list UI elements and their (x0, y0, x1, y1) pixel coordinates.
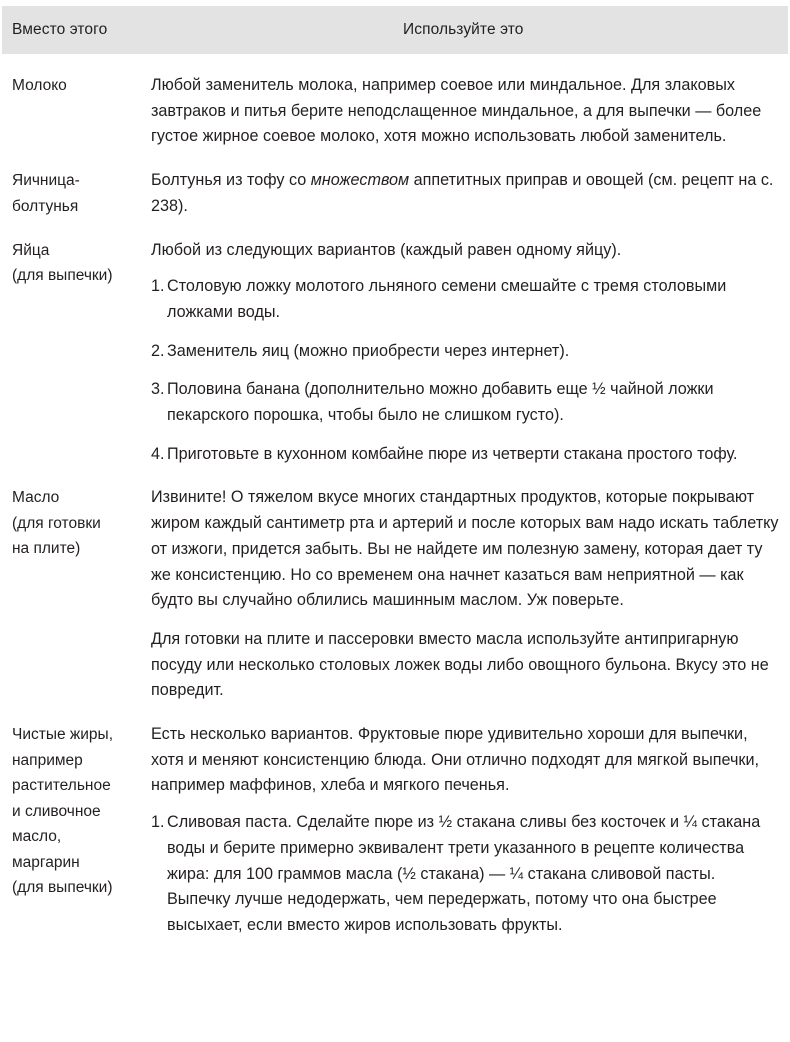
list-item (151, 442, 782, 468)
row-label-oil-stovetop (0, 485, 151, 562)
row-label-line: Яйца (12, 241, 50, 259)
row-label-scrambled-eggs (0, 168, 151, 219)
row-label-line: и сливочное (12, 802, 101, 820)
paragraph: Любой заменитель молока, например соевое или миндальное. Для злаковых завтраков и питья берите неподслащенное миндальное, а для выпечки — более густое жирное соевое молоко, хотя можно использовать любой заменитель. (151, 76, 762, 146)
row-content-pure-fats (151, 722, 790, 939)
row-label-pure-fats (0, 722, 151, 901)
paragraph (151, 168, 782, 219)
row-label-line: Яичница- (12, 172, 80, 190)
row-label-line: (для готовки (12, 514, 101, 532)
paragraph: Для готовки на плите и пассеровки вместо масла используйте антипригарную посуду или несколько столовых ложек воды либо овощного бульона. Вкусу это не повредит. (151, 629, 769, 700)
row-label-line: маргарин (12, 853, 80, 871)
row-label-line: Молоко (12, 77, 67, 94)
substitution-table-page (0, 6, 790, 1042)
row-label-line: болтунья (12, 197, 79, 215)
list-item-number: 1. (151, 813, 165, 832)
list-item (151, 377, 782, 428)
row-content-oil-stovetop (151, 485, 790, 704)
list-item-text: Сливовая паста. Сделайте пюре из ½ стакана сливы без косточек и ¼ стакана воды и берите примерно эквивалент трети указанного в рецепте количества жира: для 100 граммов масла (½ стакана) — ¼ стакана сливовой пасты. Выпечку лучше недодержать, чем передержать, потому что она быстрее высыхает, если вместо жиров использовать фрукты. (167, 813, 761, 934)
column-header-use: Используйте это (403, 21, 524, 38)
list-item-text: Заменитель яиц (можно приобрести через интернет). (167, 341, 570, 360)
list-item-number: 2. (151, 341, 165, 360)
row-label-line: на плите) (12, 540, 81, 558)
table-row (0, 476, 790, 713)
list-item-number: 4. (151, 444, 165, 463)
list-item (151, 274, 782, 325)
list-item (151, 810, 782, 939)
row-content-milk (151, 73, 790, 150)
list-item-number: 3. (151, 380, 165, 399)
list-item-text: Столовую ложку молотого льняного семени смешайте с тремя столовыми ложками воды. (167, 277, 727, 321)
paragraph-intro: Любой из следующих вариантов (каждый равен одному яйцу). (151, 240, 622, 259)
row-label-line: растительное (12, 777, 111, 795)
column-header-instead: Вместо этого (12, 21, 108, 38)
numbered-list (151, 274, 782, 467)
row-label-line: масло, (12, 828, 62, 846)
table-row (0, 159, 790, 228)
row-label-line: (для выпечки) (12, 879, 113, 897)
paragraph: Извините! О тяжелом вкусе многих стандартных продуктов, которые покрывают жиром каждый сантиметр рта и артерий и после которых вам надо искать таблетку от изжоги, придется забыть. Вы не найдете им полезную замену, которая дает ту же консистенцию. Но со временем она начнет казаться вам неприятной — как будто вы случайно облились машинным маслом. Уж поверьте. (151, 488, 779, 610)
text-segment: Болтунья из тофу со (151, 171, 311, 190)
list-item-number: 1. (151, 277, 165, 296)
table-row (0, 229, 790, 477)
row-label-milk (0, 73, 151, 99)
list-item-text: Половина банана (дополнительно можно добавить еще ½ чайной ложки пекарского порошка, чтобы было не слишком густо). (167, 380, 714, 425)
row-content-scrambled-eggs (151, 168, 790, 219)
table-row (0, 713, 790, 948)
row-label-line: Масло (12, 489, 60, 507)
table-body (0, 54, 790, 948)
table-row (0, 64, 790, 159)
row-label-eggs-baking (0, 238, 151, 289)
row-label-line: (для выпечки) (12, 267, 113, 285)
table-header-row (2, 6, 788, 54)
paragraph-intro: Есть несколько вариантов. Фруктовые пюре удивительно хороши для выпечки, хотя и меняют консистенцию блюда. Они отлично подходят для мягкой выпечки, например маффинов, хлеба и мягкого печенья. (151, 725, 760, 795)
numbered-list (151, 810, 782, 939)
list-item-text: Приготовьте в кухонном комбайне пюре из четверти стакана простого тофу. (167, 444, 738, 463)
emphasis-text: множеством (310, 171, 410, 190)
row-label-line: например (12, 751, 83, 769)
list-item (151, 339, 782, 365)
row-label-line: Чистые жиры, (12, 726, 113, 744)
text-segment: аппетитных приправ и овощей (см. рецепт на с. 238). (151, 171, 774, 215)
row-content-eggs-baking (151, 238, 790, 468)
